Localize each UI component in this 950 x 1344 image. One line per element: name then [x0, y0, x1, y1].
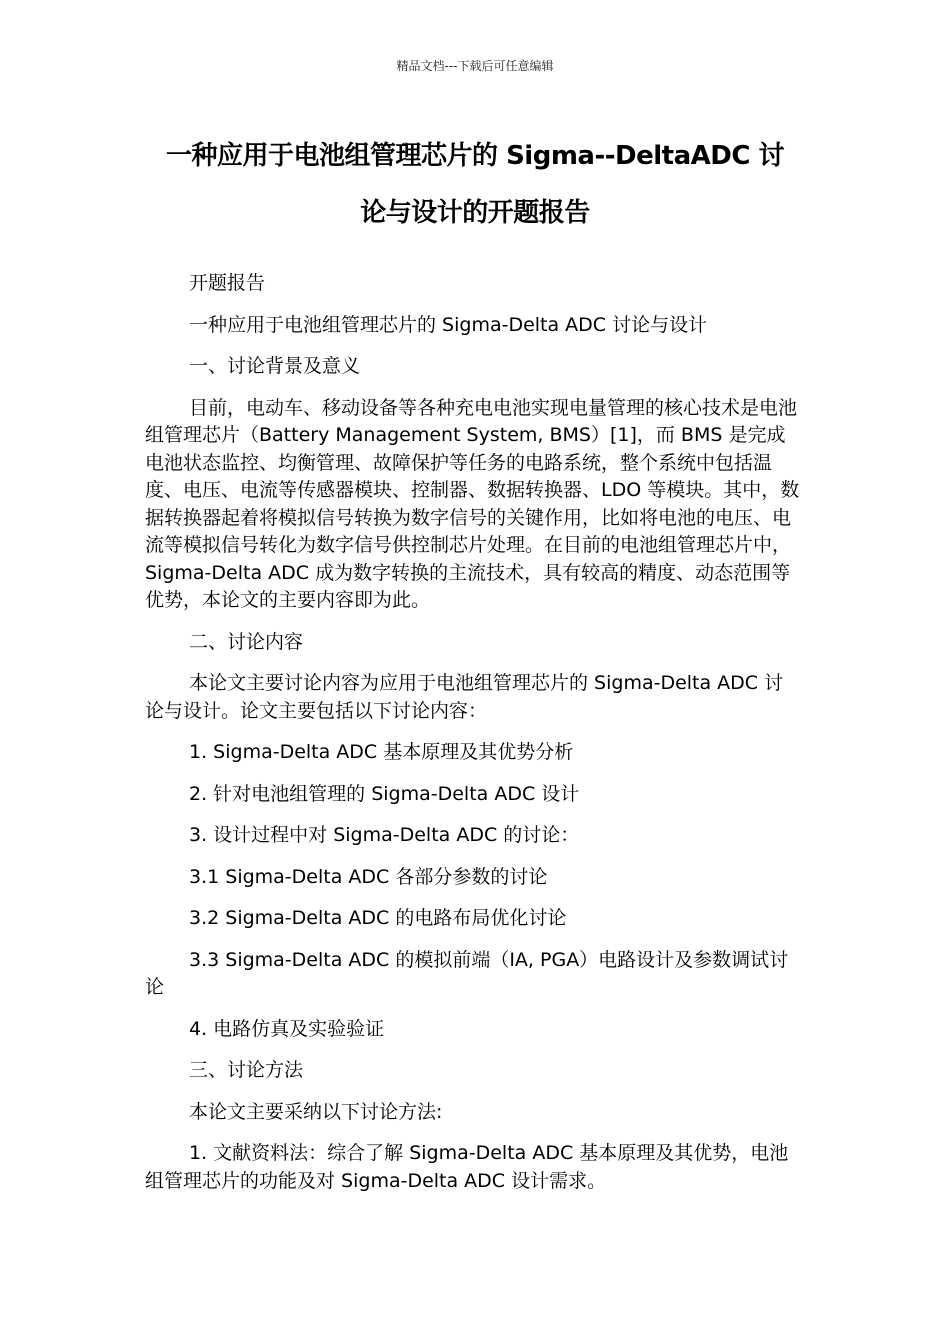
document-title [140, 128, 810, 242]
page-header: 精品文档---下载后可任意编辑 [396, 59, 554, 73]
paragraph: 本论文主要讨论内容为应用于电池组管理芯片的 Sigma-Delta ADC 讨论与设计。论文主要包括以下讨论内容： [145, 672, 784, 722]
list-item: 3.1 Sigma-Delta ADC 各部分参数的讨论 [189, 865, 548, 888]
section-heading: 二、讨论内容 [189, 630, 304, 653]
list-item: 4. 电路仿真及实验验证 [189, 1017, 385, 1040]
list-item: 3.3 Sigma-Delta ADC 的模拟前端（IA, PGA）电路设计及参数调试讨论 [145, 948, 789, 998]
list-item: 1. Sigma-Delta ADC 基本原理及其优势分析 [189, 741, 574, 763]
list-item: 1. 文献资料法：综合了解 Sigma-Delta ADC 基本原理及其优势，电池组管理芯片的功能及对 Sigma-Delta ADC 设计需求。 [145, 1142, 789, 1192]
paragraph: 本论文主要采纳以下讨论方法: [189, 1100, 443, 1123]
list-item: 2. 针对电池组管理的 Sigma-Delta ADC 设计 [189, 782, 580, 805]
list-item: 3.2 Sigma-Delta ADC 的电路布局优化讨论 [189, 907, 567, 929]
paragraph: 开题报告 [189, 272, 266, 294]
paragraph: 目前，电动车、移动设备等各种充电电池实现电量管理的核心技术是电池组管理芯片（Battery Management System, BMS）[1]，而 BMS 是完成电池状态监控、均衡管理、故障保护等任务的电路系统，整个系统中包括温度、电压、电流等传感器模块、控制器、数据转换器、LDO 等模块。其中，数据转换器起着将模拟信号转换为数字信号的关键作用，比如将电池的电压、电流等模拟信号转化为数字信号供控制芯片处理。在目前的电池组管理芯片中， Sigma-Delta ADC 成为数字转换的主流技术，具有较高的精度、动态范围等优势，本论文的主要内容即为此。 [145, 396, 800, 611]
document-body [145, 270, 800, 1209]
title-line-2: 论与设计的开题报告 [360, 198, 590, 228]
section-heading: 三、讨论方法 [189, 1059, 304, 1081]
section-heading: 一、讨论背景及意义 [189, 355, 361, 377]
title-line-1: 一种应用于电池组管理芯片的 Sigma--DeltaADC 讨 [166, 141, 784, 171]
paragraph: 一种应用于电池组管理芯片的 Sigma-Delta ADC 讨论与设计 [189, 313, 708, 336]
list-item: 3. 设计过程中对 Sigma-Delta ADC 的讨论： [189, 824, 580, 846]
